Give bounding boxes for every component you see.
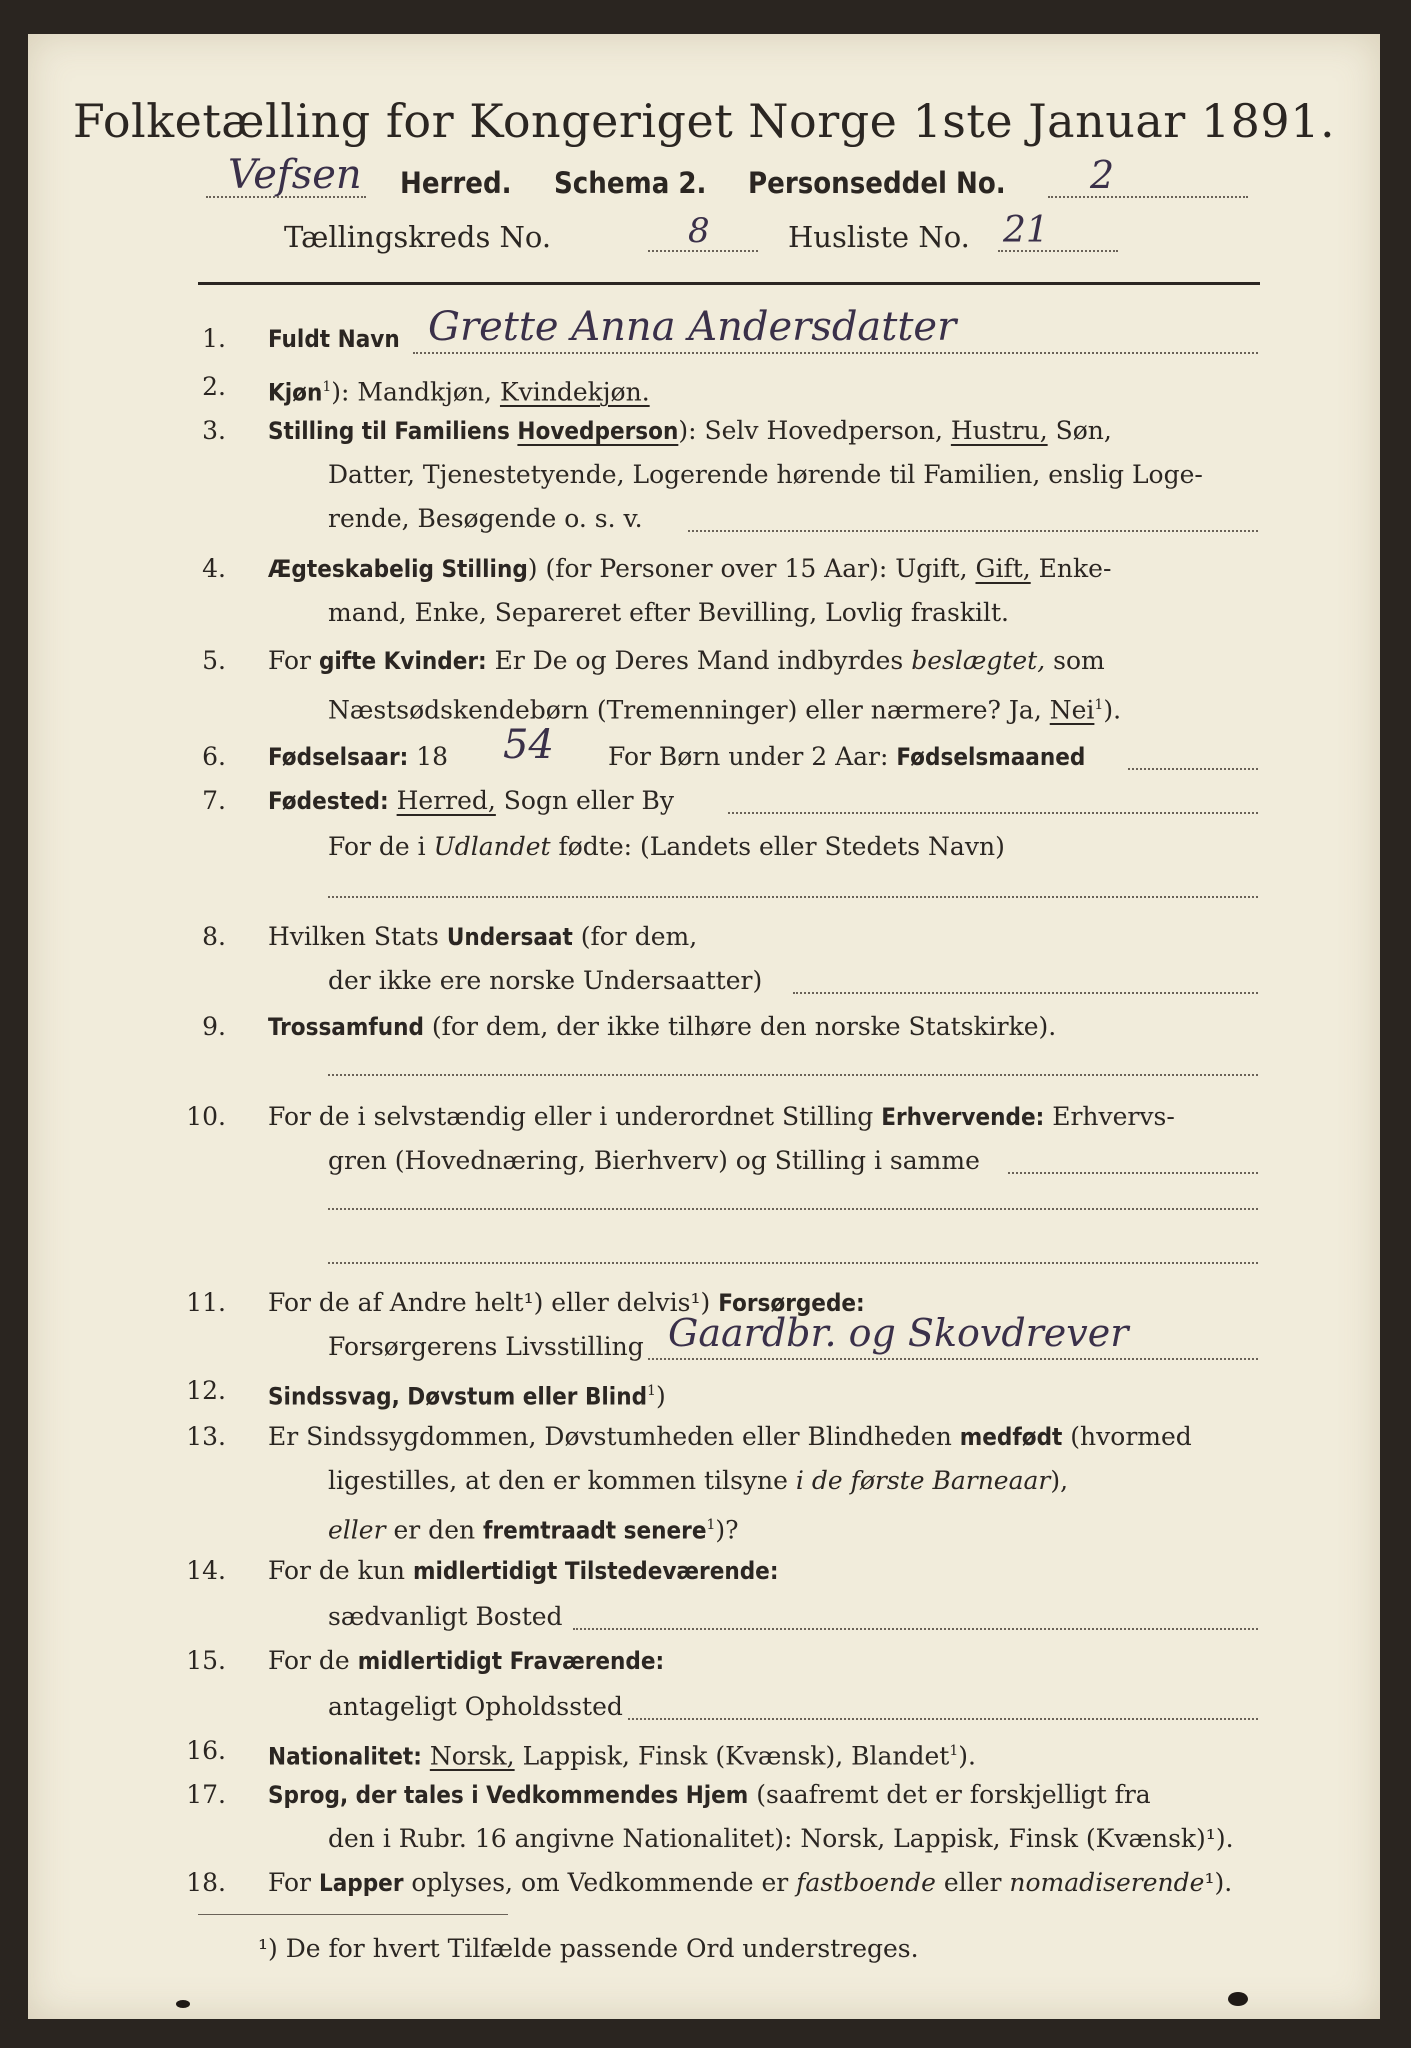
ink-blot [176,2000,190,2008]
kreds-label: Tællingskreds No. [284,220,552,254]
herred-label: Herred. [400,166,512,200]
birth-year-value: 54 [503,722,554,768]
husliste-value: 21 [1003,210,1049,251]
header-rule [198,282,1260,285]
census-form-page: Folketælling for Kongeriget Norge 1ste Januar 1891. Vefsen Herred. Schema 2. Personseddel No. 2 Tællingskreds No. 8 Husliste No. 21 1. Fuldt Navn Grette Anna Andersdatter 2. Kjøn$^1$): Mandkjøn, Kvindekjøn. 3. Stilling til Familiens Hovedperson): Selv Hovedperson, Hustru, Søn, Datter, Tjenestetyende, Logerende hørende til Familien, enslig Loge- rende, Besøgende o. s. v. 4. Ægteskabelig Stilling) (for Personer over 15 Aar): Ugift, Gift, Enke- mand, Enke, Separeret efter Bevilling, Lovlig fraskilt. 5. For gifte Kvinder: Er De og Deres Mand indbyrdes beslægtet, som Næstsødskendebørn (Tremenninger) eller nærmere? Ja, Nei$^1$). 6. Fødselsaar: 18 54 For Børn under 2 Aar: Fødselsmaaned 7. Fødested: Herred, Sogn eller By For de i Udlandet fødte: (Landets eller Stedets Navn) 8. Hvilken Stats Undersaat (for dem, der ikke ere norske Undersaatter) 9. Trossamfund (for dem, der ikke tilhøre den norske Statskirke). 10. For de i selvstændig eller i underordnet Stilling Erhvervende: Erhvervs- gren (Hovednæring, Bierhverv) og Stilling i samme 11. For de af Andre helt¹) eller delvis¹) Forsørgede: Forsørgerens Livsstilling Gaardbr. og Skovdrever 12. Sindssvag, Døvstum eller Blind$^1$) 13. Er Sindssygdommen, Døvstumheden eller Blindheden medfødt (hvormed ligestilles, at den er kommen tilsyne i de første Barneaar), eller er den fremtraadt senere$^1$)? 14. For de kun midlertidigt Tilstedeværende: sædvanligt Bosted 15. For de midlertidigt Fraværende: antageligt Opholdssted 16. Nationalitet: Norsk, Lappisk, Finsk (Kvænsk), Blandet$^1$). 17. Sprog, der tales i Vedkommendes Hjem (saafremt det er forskjelligt fra den i Rubr. 16 angivne Nationalitet): Norsk, Lappisk, Finsk (Kvænsk)¹). 18. For Lapper oplyses, om Vedkommende er fastboende eller nomadiserende¹). ¹) De for hvert Tilfælde passende Ord understreges. [28,34,1380,2019]
footnote: ¹) De for hvert Tilfælde passende Ord understreges. [258,1934,919,1963]
herred-value: Vefsen [228,152,362,198]
provider-occupation-value: Gaardbr. og Skovdrever [668,1311,1129,1355]
kreds-value: 8 [688,211,710,251]
personseddel-label: Personseddel No. [748,166,1006,200]
ink-blot [1228,1992,1248,2006]
schema-label: Schema 2. [554,166,707,200]
full-name-value: Grette Anna Andersdatter [428,304,957,350]
personseddel-value: 2 [1090,153,1115,197]
form-title: Folketælling for Kongeriget Norge 1ste Januar 1891. [72,94,1336,148]
footnote-rule [198,1914,508,1915]
husliste-label: Husliste No. [788,220,970,254]
